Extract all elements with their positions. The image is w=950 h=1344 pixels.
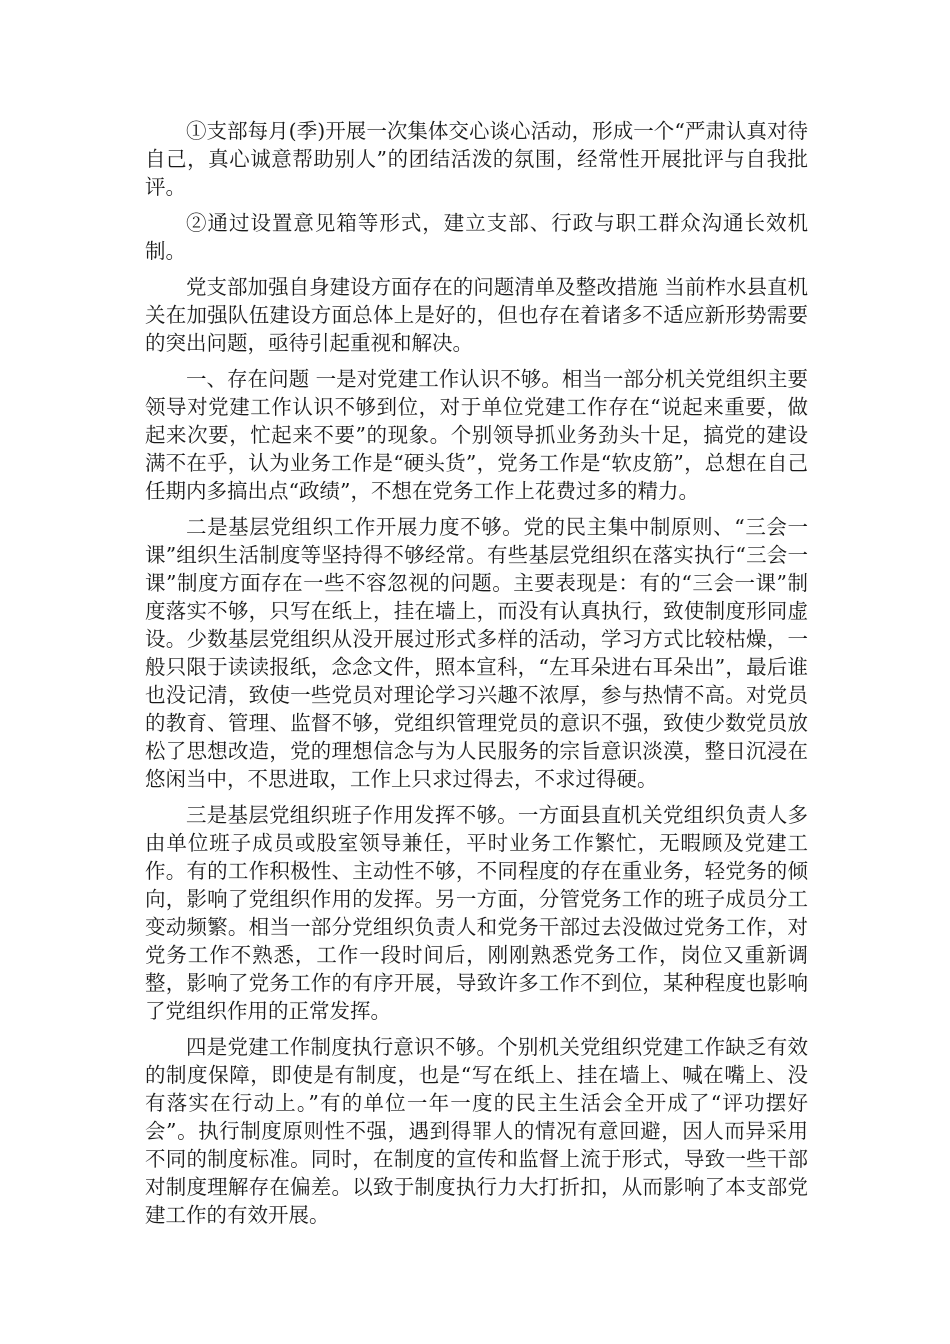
document-page — [145, 117, 808, 1237]
paragraph-6: 三是基层党组织班子作用发挥不够。一方面县直机关党组织负责人多由单位班子成员或股室领导兼任，平时业务工作繁忙，无暇顾及党建工作。有的工作积极性、主动性不够，不同程度的存在重业务，轻党务的倾向，影响了党组织作用的发挥。另一方面，分管党务工作的班子成员分工变动频繁。相当一部分党组织负责人和党务干部过去没做过党务工作，对党务工作不熟悉，工作一段时间后，刚刚熟悉党务工作，岗位又重新调整，影响了党务工作的有序开展，导致许多工作不到位，某种程度也影响了党组织作用的正常发挥。 — [145, 803, 808, 1023]
paragraph-1: ①支部每月(季)开展一次集体交心谈心活动，形成一个“严肃认真对待自己，真心诚意帮助别人”的团结活泼的氛围，经常性开展批评与自我批评。 — [145, 119, 808, 199]
paragraph-7: 四是党建工作制度执行意识不够。个别机关党组织党建工作缺乏有效的制度保障，即使是有制度，也是“写在纸上、挂在墙上、喊在嘴上、没有落实在行动上。”有的单位一年一度的民主生活会全开成了“评功摆好会”。执行制度原则性不强，遇到得罪人的情况有意回避，因人而异采用不同的制度标准。同时，在制度的宣传和监督上流于形式，导致一些干部对制度理解存在偏差。以致于制度执行力大打折扣，从而影响了本支部党建工作的有效开展。 — [145, 1035, 808, 1227]
paragraph-4: 一、存在问题 一是对党建工作认识不够。相当一部分机关党组织主要领导对党建工作认识不够到位，对于单位党建工作存在“说起来重要，做起来次要，忙起来不要”的现象。个别领导抓业务劲头十足，搞党的建设满不在乎，认为业务工作是“硬头货”，党务工作是“软皮筋”，总想在自己任期内多搞出点“政绩”，不想在党务工作上花费过多的精力。 — [145, 367, 808, 503]
paragraph-3: 党支部加强自身建设方面存在的问题清单及整改措施 当前柞水县直机关在加强队伍建设方面总体上是好的，但也存在着诸多不适应新形势需要的突出问题，亟待引起重视和解决。 — [145, 275, 808, 355]
paragraph-2: ②通过设置意见箱等形式，建立支部、行政与职工群众沟通长效机制。 — [145, 211, 808, 263]
paragraph-5: 二是基层党组织工作开展力度不够。党的民主集中制原则、“三会一课”组织生活制度等坚持得不够经常。有些基层党组织在落实执行“三会一课”制度方面存在一些不容忽视的问题。主要表现是：有的“三会一课”制度落实不够，只写在纸上，挂在墙上，而没有认真执行，致使制度形同虚设。少数基层党组织从没开展过形式多样的活动，学习方式比较枯燥，一般只限于读读报纸，念念文件，照本宣科，“左耳朵进右耳朵出”，最后谁也没记清，致使一些党员对理论学习兴趣不浓厚，参与热情不高。对党员的教育、管理、监督不够，党组织管理党员的意识不强，致使少数党员放松了思想改造，党的理想信念与为人民服务的宗旨意识淡漠，整日沉浸在悠闲当中，不思进取，工作上只求过得去，不求过得硬。 — [145, 515, 808, 791]
